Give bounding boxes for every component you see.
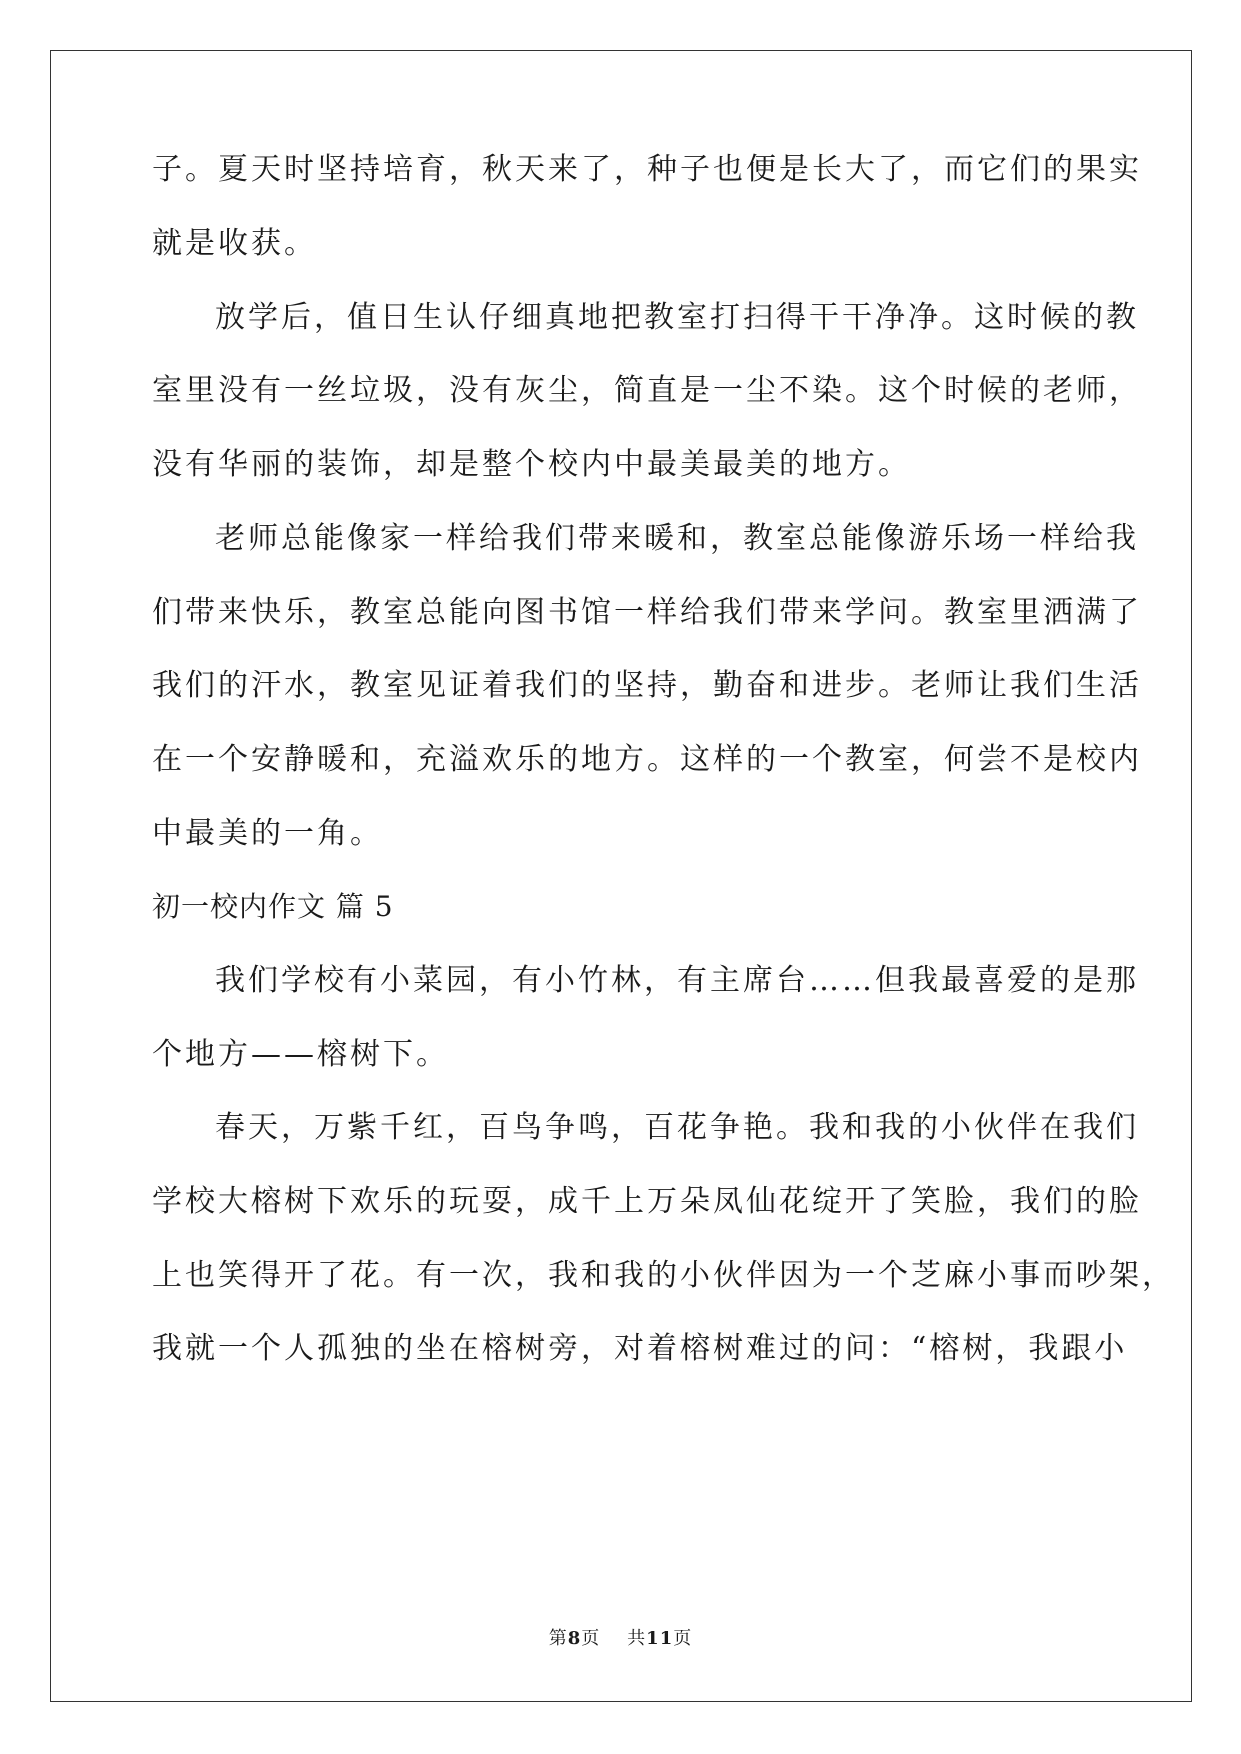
paragraph-line: 没有华丽的装饰，却是整个校内中最美最美的地方。: [152, 447, 911, 482]
footer-suffix: 页: [673, 1628, 693, 1649]
paragraph-line: 子。夏天时坚持培育，秋天来了，种子也便是长大了，而它们的果实: [152, 152, 1142, 187]
paragraph-line: 上也笑得开了花。有一次，我和我的小伙伴因为一个芝麻小事而吵架，: [152, 1258, 1175, 1293]
paragraph-line: 就是收获。: [152, 226, 317, 261]
paragraph-line: 我就一个人孤独的坐在榕树旁，对着榕树难过的问：“榕树，我跟小: [152, 1331, 1128, 1366]
paragraph-line: 我们的汗水，教室见证着我们的坚持，勤奋和进步。老师让我们生活: [152, 668, 1142, 703]
paragraph-line: 我们学校有小菜园，有小竹林，有主席台……但我最喜爱的是那: [215, 963, 1139, 998]
paragraph-line: 放学后，值日生认仔细真地把教室打扫得干干净净。这时候的教: [215, 300, 1139, 335]
paragraph-line: 在一个安静暖和，充溢欢乐的地方。这样的一个教室，何尝不是校内: [152, 742, 1142, 777]
paragraph-line: 室里没有一丝垃圾，没有灰尘，简直是一尘不染。这个时候的老师，: [152, 373, 1142, 408]
total-page-number: 11: [646, 1628, 674, 1649]
page-footer: [0, 1627, 1241, 1651]
paragraph-line: 春天，万紫千红，百鸟争鸣，百花争艳。我和我的小伙伴在我们: [215, 1110, 1139, 1145]
section-heading: 初一校内作文 篇 5: [152, 890, 394, 923]
paragraph-line: 个地方——榕树下。: [152, 1037, 449, 1072]
paragraph-line: 学校大榕树下欢乐的玩耍，成千上万朵凤仙花绽开了笑脸，我们的脸: [152, 1184, 1142, 1219]
footer-prefix: 第: [548, 1628, 568, 1649]
paragraph-line: 中最美的一角。: [152, 816, 383, 851]
current-page-number: 8: [567, 1628, 582, 1649]
paragraph-line: 们带来快乐，教室总能向图书馆一样给我们带来学问。教室里洒满了: [152, 595, 1142, 630]
footer-middle: 页 共: [581, 1628, 647, 1649]
paragraph-line: 老师总能像家一样给我们带来暖和，教室总能像游乐场一样给我: [215, 521, 1139, 556]
